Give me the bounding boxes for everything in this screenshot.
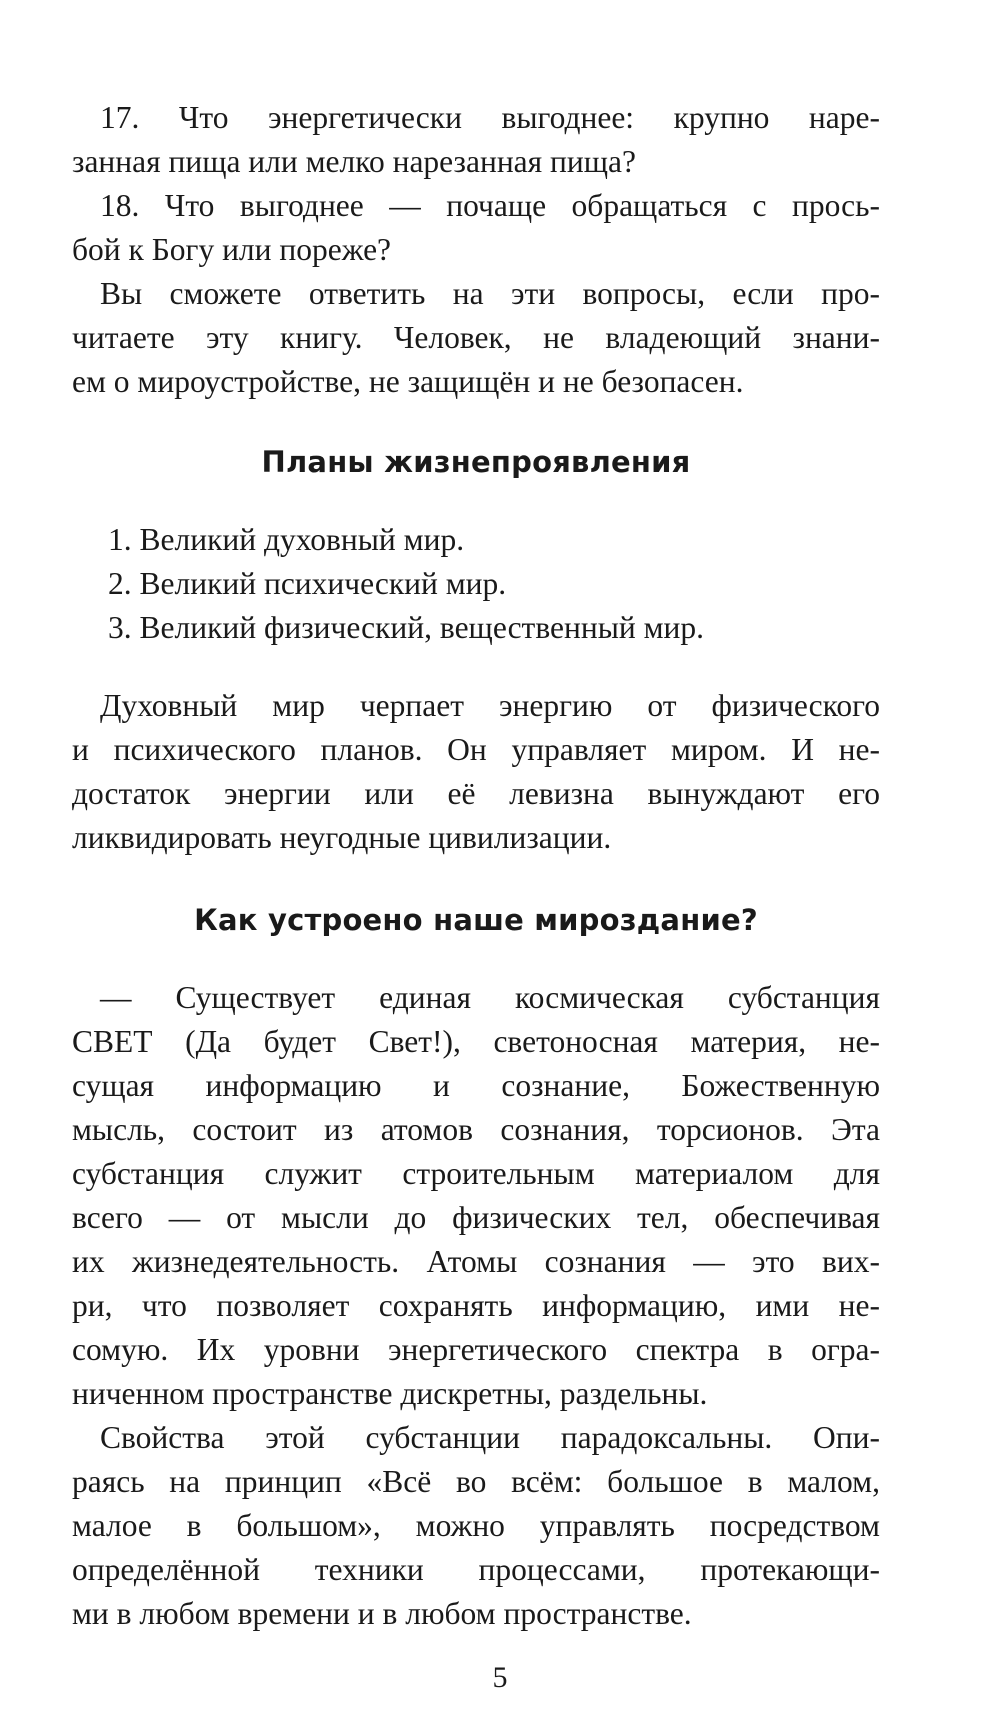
section2-p1-line-2: СВЕТ (Да будет Свет!), светоносная материя, не- — [72, 1024, 880, 1059]
section2-p1-line-8: ри, что позволяет сохранять информацию, ими не- — [72, 1288, 880, 1323]
section1-paragraph-line-4: ликвидировать неугодные цивилизации. — [72, 820, 612, 855]
section1-paragraph-line-2: и психического планов. Он управляет миром. И не- — [72, 732, 880, 767]
section2-p2-line-1: Свойства этой субстанции парадоксальны. Опи- — [100, 1420, 880, 1455]
section2-p1-line-3: сущая информацию и сознание, Божественную — [72, 1068, 880, 1103]
section2-p1-line-5: субстанция служит строительным материалом для — [72, 1156, 880, 1191]
section2-p2-line-5: ми в любом времени и в любом пространстве. — [72, 1596, 692, 1631]
list-item-3: 3. Великий физический, вещественный мир. — [108, 610, 705, 645]
section1-paragraph-line-3: достаток энергии или её левизна вынуждают его — [72, 776, 880, 811]
section2-p1-line-6: всего — от мысли до физических тел, обеспечивая — [72, 1200, 880, 1235]
section-heading-universe: Как устроено наше мироздание? — [194, 903, 758, 937]
question-17-line-2: занная пища или мелко нарезанная пища? — [72, 144, 636, 179]
section2-p1-line-10: ниченном пространстве дискретны, раздельны. — [72, 1376, 708, 1411]
section2-p1-line-1: — Существует единая космическая субстанция — [100, 980, 880, 1015]
section2-p1-line-4: мысль, состоит из атомов сознания, торсионов. Эта — [72, 1112, 880, 1147]
section2-p2-line-2: раясь на принцип «Всё во всём: большое в малом, — [72, 1464, 880, 1499]
section2-p1-line-9: сомую. Их уровни энергетического спектра в огра- — [72, 1332, 880, 1367]
section2-p2-line-3: малое в большом», можно управлять посредством — [72, 1508, 880, 1543]
question-17-line-1: 17. Что энергетически выгоднее: крупно наре- — [100, 100, 880, 135]
intro-paragraph-line-2: читаете эту книгу. Человек, не владеющий знани- — [72, 320, 880, 355]
list-item-2: 2. Великий психический мир. — [108, 566, 507, 601]
intro-paragraph-line-3: ем о мироустройстве, не защищён и не безопасен. — [72, 364, 744, 399]
section1-paragraph-line-1: Духовный мир черпает энергию от физического — [100, 688, 880, 723]
intro-paragraph-line-1: Вы сможете ответить на эти вопросы, если про- — [100, 276, 880, 311]
section2-p2-line-4: определённой техники процессами, протекающи- — [72, 1552, 880, 1587]
list-item-1: 1. Великий духовный мир. — [108, 522, 465, 557]
section-heading-life-planes: Планы жизнепроявления — [261, 445, 691, 479]
page-number: 5 — [492, 1661, 508, 1694]
question-18-line-1: 18. Что выгоднее — почаще обращаться с прось- — [100, 188, 880, 223]
question-18-line-2: бой к Богу или пореже? — [72, 232, 392, 267]
section2-p1-line-7: их жизнедеятельность. Атомы сознания — это вих- — [72, 1244, 880, 1279]
